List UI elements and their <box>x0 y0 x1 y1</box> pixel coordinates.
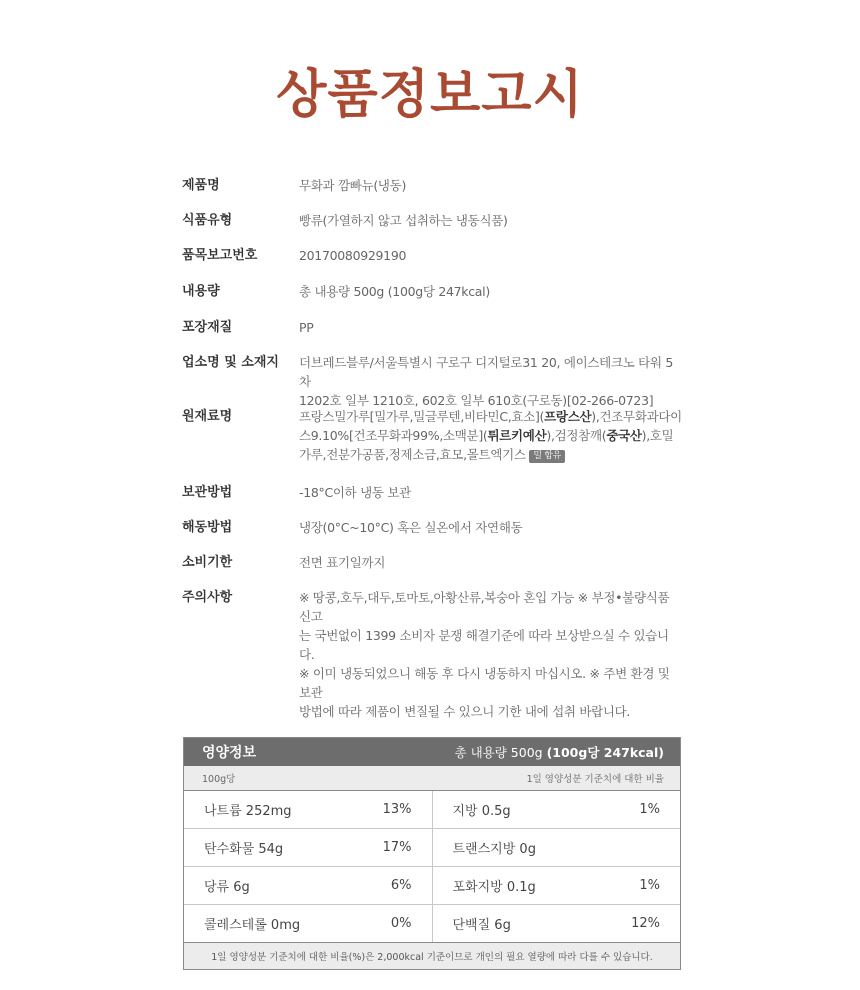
nutrition-subheader <box>184 766 680 791</box>
allergen-badge: 밀 함유 <box>529 450 565 463</box>
nutrient-cell <box>433 791 681 828</box>
info-label: 제품명 <box>182 178 220 193</box>
nutrition-header <box>184 738 680 766</box>
nutrient-percent: 1% <box>639 878 660 893</box>
info-value <box>299 353 682 407</box>
caution-line: 방법에 따라 제품이 변질될 수 있으니 기한 내에 섭취 바랍니다. <box>299 704 631 719</box>
info-value: 빵류(가열하지 않고 섭취하는 냉동식품) <box>299 213 508 228</box>
nutrient-name: 나트륨 252mg <box>204 804 292 819</box>
info-label: 주의사항 <box>182 590 233 605</box>
caution-line: ※ 땅콩,호두,대두,토마토,아황산류,복숭아 혼입 가능 ※ 부정•불량식품 신고 <box>299 590 670 624</box>
nutrient-percent: 17% <box>382 840 412 855</box>
info-label: 식품유형 <box>182 213 233 228</box>
daily-value-label: 1일 영양성분 기준치에 대한 비율 <box>526 774 664 785</box>
info-label: 업소명 및 소재지 <box>182 355 279 370</box>
info-label: 해동방법 <box>182 520 233 535</box>
info-row-food-type <box>182 211 682 246</box>
nutrient-cell <box>433 867 681 904</box>
nutrition-footnote: 1일 영양성분 기준치에 대한 비율(%)은 2,000kcal 기준이므로 개인의 필요 열량에 따라 다를 수 있습니다. <box>184 943 680 969</box>
nutrition-heading: 영양정보 <box>202 745 257 761</box>
origin-china: 중국산 <box>606 428 642 443</box>
caution-line: 는 국번없이 1399 소비자 분쟁 해결기준에 따라 보상받으실 수 있습니다. <box>299 628 669 662</box>
nutrient-percent: 0% <box>390 916 412 931</box>
info-value: PP <box>299 320 314 335</box>
company-line-2: 1202호 일부 1210호, 602호 일부 610호(구로동)[02-266-0723] <box>299 393 654 408</box>
info-row-content-amount <box>182 282 682 318</box>
info-label: 원재료명 <box>182 409 233 424</box>
info-label: 품목보고번호 <box>182 248 258 263</box>
nutrient-name: 콜레스테롤 0mg <box>204 918 301 933</box>
nutrient-name: 트랜스지방 0g <box>452 842 536 857</box>
caution-line: ※ 이미 냉동되었으니 해동 후 다시 냉동하지 마십시오. ※ 주변 환경 및 보관 <box>299 666 670 700</box>
product-info-table <box>182 176 682 719</box>
ingredients-text: ),검정참깨( <box>546 428 607 443</box>
total-kcal: (100g당 247kcal) <box>546 745 664 760</box>
origin-france: 프랑스산 <box>544 409 592 424</box>
info-row-thawing <box>182 518 682 553</box>
info-row-packaging <box>182 318 682 353</box>
nutrient-percent: 12% <box>631 916 660 931</box>
nutrient-percent: 6% <box>390 878 412 893</box>
info-value: 총 내용량 500g (100g당 247kcal) <box>299 284 490 299</box>
info-label: 소비기한 <box>182 555 233 570</box>
nutrient-name: 단백질 6g <box>452 918 511 933</box>
info-label: 내용량 <box>182 284 220 299</box>
info-row-storage <box>182 483 682 518</box>
nutrition-grid <box>184 791 680 943</box>
nutrition-row <box>184 829 680 867</box>
page-title: 상품정보고시 <box>276 65 584 125</box>
info-label: 보관방법 <box>182 485 233 500</box>
origin-turkiye: 튀르키예산 <box>487 428 547 443</box>
nutrient-name: 포화지방 0.1g <box>452 880 536 895</box>
nutrient-name: 당류 6g <box>204 880 250 895</box>
info-row-cautions <box>182 588 682 719</box>
nutrient-name: 탄수화물 54g <box>204 842 284 857</box>
total-prefix: 총 내용량 500g <box>454 745 547 760</box>
info-row-expiry <box>182 553 682 588</box>
nutrient-cell <box>184 905 433 942</box>
nutrient-percent: 1% <box>639 802 660 817</box>
info-row-ingredients <box>182 407 682 483</box>
info-value: -18°C이하 냉동 보관 <box>299 485 411 500</box>
info-value: 냉장(0°C~10°C) 혹은 실온에서 자연해동 <box>299 520 523 535</box>
nutrition-total <box>455 743 664 761</box>
ingredients-text: ),호밀가루,전분가공품,정제소금,효모,몰트엑기스 <box>299 428 674 462</box>
nutrition-facts-table <box>183 737 681 970</box>
nutrient-cell <box>433 829 681 866</box>
per-unit-label: 100g당 <box>202 774 236 785</box>
nutrient-cell <box>184 829 433 866</box>
nutrient-cell <box>184 791 433 828</box>
info-row-report-number <box>182 246 682 282</box>
company-line-1: 더브레드블루/서울특별시 구로구 디지털로31 20, 에이스테크노 타워 5차 <box>299 355 674 389</box>
nutrient-name: 지방 0.5g <box>452 804 511 819</box>
nutrition-row <box>184 905 680 943</box>
info-value: 전면 표기일까지 <box>299 555 386 570</box>
info-label: 포장재질 <box>182 320 233 335</box>
ingredients-text: ),건조무화과다이스9.10%[건조무화과99%,소맥분]( <box>299 409 682 443</box>
info-row-company <box>182 353 682 407</box>
nutrition-row <box>184 867 680 905</box>
info-value: 20170080929190 <box>299 248 407 263</box>
nutrient-percent: 13% <box>382 802 412 817</box>
ingredients-text: 프랑스밀가루[밀가루,밀글루텐,비타민C,효소]( <box>299 409 545 424</box>
info-row-product-name <box>182 176 682 211</box>
nutrient-cell <box>184 867 433 904</box>
nutrient-cell <box>433 905 681 942</box>
ingredients-value <box>299 407 682 483</box>
info-value <box>299 588 682 719</box>
nutrition-row <box>184 791 680 829</box>
info-value: 무화과 깜빠뉴(냉동) <box>299 178 407 193</box>
